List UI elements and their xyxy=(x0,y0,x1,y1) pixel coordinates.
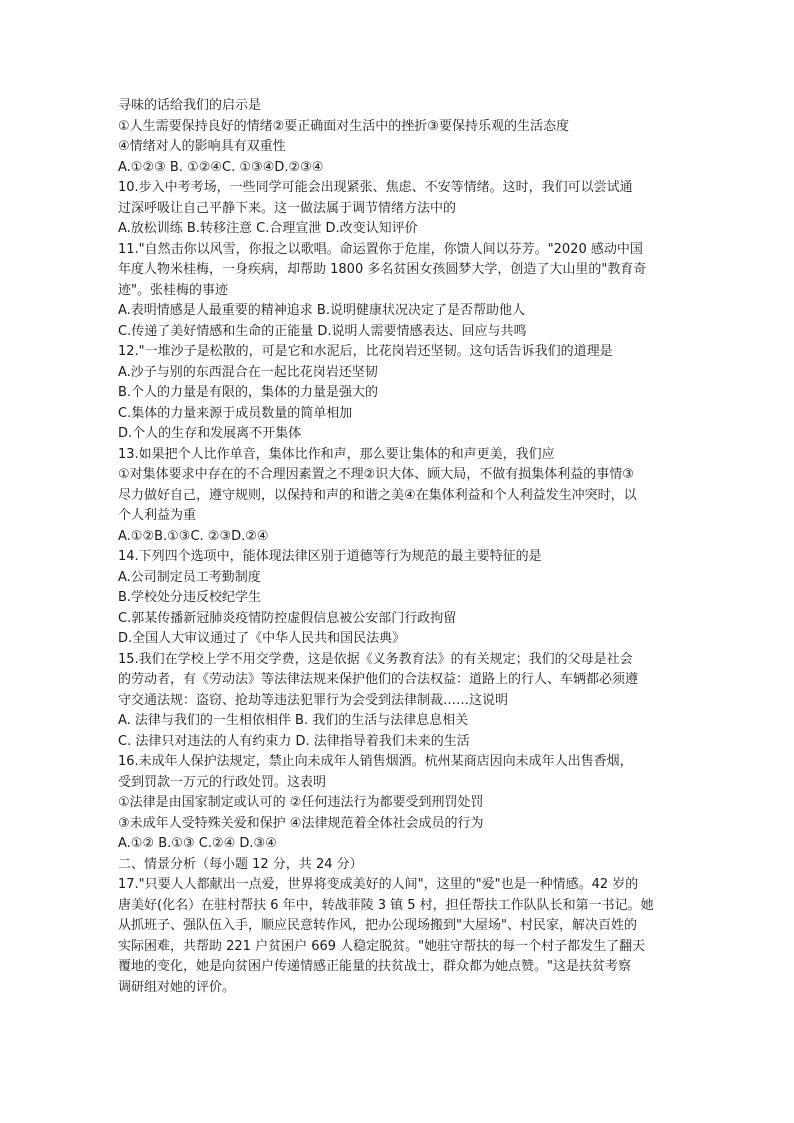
text-line: 年度人物米桂梅，一身疾病，却帮助 1800 多名贫困女孩圆梦大学，创造了大山里的"教育奇 xyxy=(118,262,647,277)
text-line: 唐美好(化名）在驻村帮扶 6 年中，转战菲陵 3 镇 5 村，担任帮扶工作队队长和第一书记。她 xyxy=(118,897,654,913)
text-line: 调研组对她的评价。 xyxy=(118,979,236,995)
text-line: 实际困难，共帮助 221 户贫困户 669 人稳定脱贫。"她驻守帮扶的每一个村子都发生了翻天 xyxy=(118,938,646,954)
text-line: ①人生需要保持良好的情绪②要正确面对生活中的挫折③要保持乐观的生活态度 xyxy=(118,118,569,134)
text-line: A.表明情感是人最重要的精神追求 B.说明健康状况决定了是否帮助他人 xyxy=(118,303,525,318)
text-line: 13.如果把个人比作单音，集体比作和声，那么要让集体的和声更美，我们应 xyxy=(118,446,555,462)
text-line: C. 法律只对违法的人有约束力 D. 法律指导着我们未来的生活 xyxy=(118,733,470,749)
text-line: D.全国人大审议通过了《中华人民共和国民法典》 xyxy=(118,631,406,646)
text-line: 覆地的变化，她是向贫困户传递情感正能量的扶贫战士，群众都为她点赞。"这是扶贫考察 xyxy=(118,959,631,974)
text-line: 寻味的话给我们的启示是 xyxy=(118,98,262,113)
text-line: 11."自然击你以风雪，你报之以歌唱。命运置你于危崖，你馈人间以芬芳。"2020 感动中国 xyxy=(118,241,643,257)
section-heading: 二、情景分析（每小题 12 分，共 24 分） xyxy=(118,856,363,872)
text-line: 10.步入中考考场，一些同学可能会出现紧张、焦虑、不安等情绪。这时，我们可以尝试通 xyxy=(118,180,633,195)
text-line: A.沙子与别的东西混合在一起比花岗岩还坚韧 xyxy=(118,364,378,380)
text-line: 从抓班子、强队伍入手，顺应民意转作风，把办公现场搬到"大屋场"、村民家，解决百姓的 xyxy=(118,918,637,933)
text-line: A. 法律与我们的一生相依相伴 B. 我们的生活与法律息息相关 xyxy=(118,713,469,728)
text-line: C.集体的力量来源于成员数量的简单相加 xyxy=(118,405,353,421)
text-line: 受到罚款一万元的行政处罚。这表明 xyxy=(118,774,327,790)
text-line: ④情绪对人的影响具有双重性 xyxy=(118,139,286,154)
text-line: ①法律是由国家制定或认可的 ②任何违法行为都要受到刑罚处罚 xyxy=(118,795,484,810)
text-line: 14.下列四个选项中，能体现法律区别于道德等行为规范的最主要特征的是 xyxy=(118,549,542,564)
text-line: 过深呼吸让自己平静下来。这一做法属于调节情绪方法中的 xyxy=(118,200,457,216)
text-line: ③未成年人受特殊关爱和保护 ④法律规范着全体社会成员的行为 xyxy=(118,815,484,831)
text-line: D.个人的生存和发展离不开集体 xyxy=(118,426,302,441)
text-line: B.个人的力量是有限的，集体的力量是强大的 xyxy=(118,385,379,400)
text-line: A.公司制定员工考勤制度 xyxy=(118,569,261,585)
text-line: A.①②③ B. ①②④C. ①③④D.②③④ xyxy=(118,159,324,175)
text-line: 16.未成年人保护法规定，禁止向未成年人销售烟酒。杭州某商店因向未成年人出售香烟， xyxy=(118,754,633,769)
text-line: C.传递了美好情感和生命的正能量 D.说明人需要情感表达、回应与共鸣 xyxy=(118,323,527,339)
text-line: 迹"。张桂梅的事迹 xyxy=(118,282,228,298)
text-line: A.①② B.①③ C.②④ D.③④ xyxy=(118,836,277,851)
text-line: 12."一堆沙子是松散的，可是它和水泥后，比花岗岩还坚韧。这句话告诉我们的道理是 xyxy=(118,344,613,359)
text-line: A.①②B.①③C. ②③D.②④ xyxy=(118,528,269,544)
text-line: 17."只要人人都献出一点爱，世界将变成美好的人间"，这里的"爱"也是一种情感。42 岁的 xyxy=(118,877,639,892)
text-line: 个人利益为重 xyxy=(118,508,197,523)
text-line: 的劳动者，有《劳动法》等法律法规来保护他们的合法权益：道路上的行人、车辆都必须遵 xyxy=(118,672,639,687)
text-line: B.学校处分违反校纪学生 xyxy=(118,590,262,605)
text-line: ①对集体要求中存在的不合理因素置之不理②识大体、顾大局，不做有损集体利益的事情③ xyxy=(118,467,634,482)
text-line: 尽力做好自己，遵守规则，以保持和声的和谐之美④在集体利益和个人利益发生冲突时，以 xyxy=(118,487,637,503)
text-line: C.郭某传播新冠肺炎疫情防控虚假信息被公安部门行政拘留 xyxy=(118,610,457,626)
text-line: 守交通法规：盗窃、抢劫等违法犯罪行为会受到法律制裁……这说明 xyxy=(118,692,509,708)
text-line: A.放松训练 B.转移注意 C.合理宣泄 D.改变认知评价 xyxy=(118,221,418,236)
text-line: 15.我们在学校上学不用交学费，这是依据《义务教育法》的有关规定；我们的父母是社会 xyxy=(118,651,633,667)
exam-page xyxy=(118,96,678,998)
